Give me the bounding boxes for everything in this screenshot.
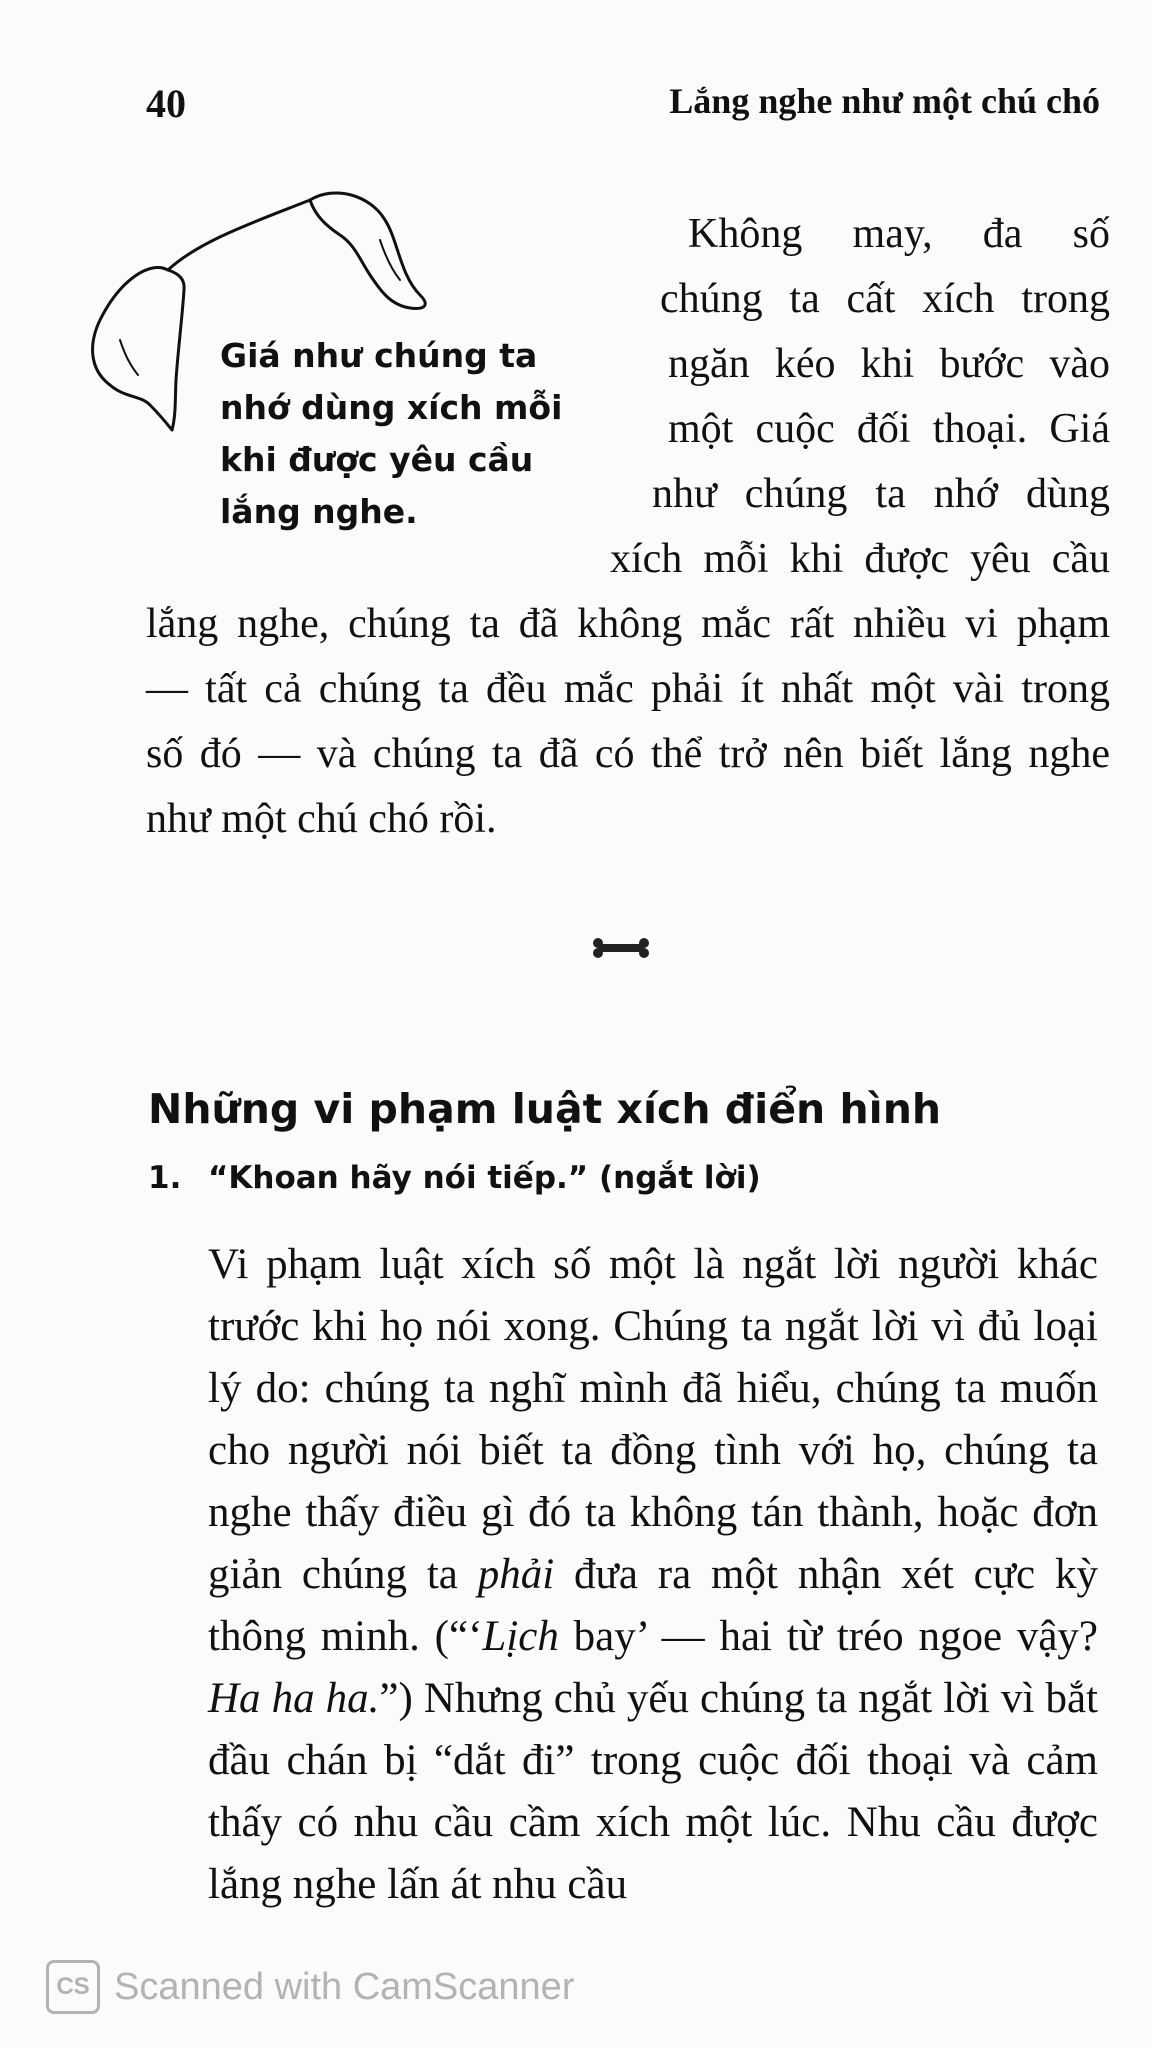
intro-line: chúng ta cất xích trong <box>660 276 1110 322</box>
intro-line: — tất cả chúng ta đều mắc phải ít nhất một vài trong <box>146 666 1110 712</box>
emphasis-text: Lịch <box>482 1613 559 1660</box>
emphasis-text: Ha ha ha. <box>208 1675 380 1722</box>
intro-line: như chúng ta nhớ dùng <box>652 471 1110 517</box>
intro-line: lắng nghe, chúng ta đã không mắc rất nhiều vi phạm <box>146 601 1110 647</box>
camscanner-logo-icon: CS <box>46 1960 100 2014</box>
bone-ornament-icon <box>592 936 650 960</box>
intro-line: như một chú chó rồi. <box>146 796 497 842</box>
section-heading: Những vi phạm luật xích điển hình <box>148 1085 942 1133</box>
scanner-watermark <box>46 1960 574 2014</box>
emphasis-text: phải <box>477 1551 555 1598</box>
intro-line: Không may, đa số <box>688 211 1110 257</box>
page-number: 40 <box>146 81 186 126</box>
intro-line: xích mỗi khi được yêu cầu <box>610 536 1110 582</box>
item-title: “Khoan hãy nói tiếp.” (ngắt lời) <box>208 1160 761 1196</box>
pull-quote: Giá như chúng ta nhớ dùng xích mỗi khi được yêu cầu lắng nghe. <box>220 336 563 531</box>
watermark-text: Scanned with CamScanner <box>114 1965 575 2008</box>
running-head: Lắng nghe như một chú chó <box>669 81 1100 121</box>
item-heading <box>148 1160 761 1196</box>
body-paragraph: Vi phạm luật xích số một là ngắt lời người khác trước khi họ nói xong. Chúng ta ngắt lời vì đủ loại lý do: chúng ta nghĩ mình đã hiểu, chúng ta muốn cho người nói biết ta đồng tình với họ, chúng ta nghe thấy điều gì đó ta không tán thành, hoặc đơn giản chúng ta phải đưa ra một nhận xét cực kỳ thông minh. (“‘Lịch bay’ — hai từ tréo ngoe vậy? Ha ha ha.”) Nhưng chủ yếu chúng ta ngắt lời vì bắt đầu chán bị “dắt đi” trong cuộc đối thoại và cảm thấy có nhu cầu cầm xích một lúc. Nhu cầu được lắng nghe lấn át nhu cầu <box>208 1241 1098 1908</box>
intro-line: ngăn kéo khi bước vào <box>668 341 1110 387</box>
item-number: 1. <box>148 1160 182 1196</box>
intro-line: một cuộc đối thoại. Giá <box>668 406 1110 452</box>
intro-line: số đó — và chúng ta đã có thể trở nên biết lắng nghe <box>146 731 1110 777</box>
